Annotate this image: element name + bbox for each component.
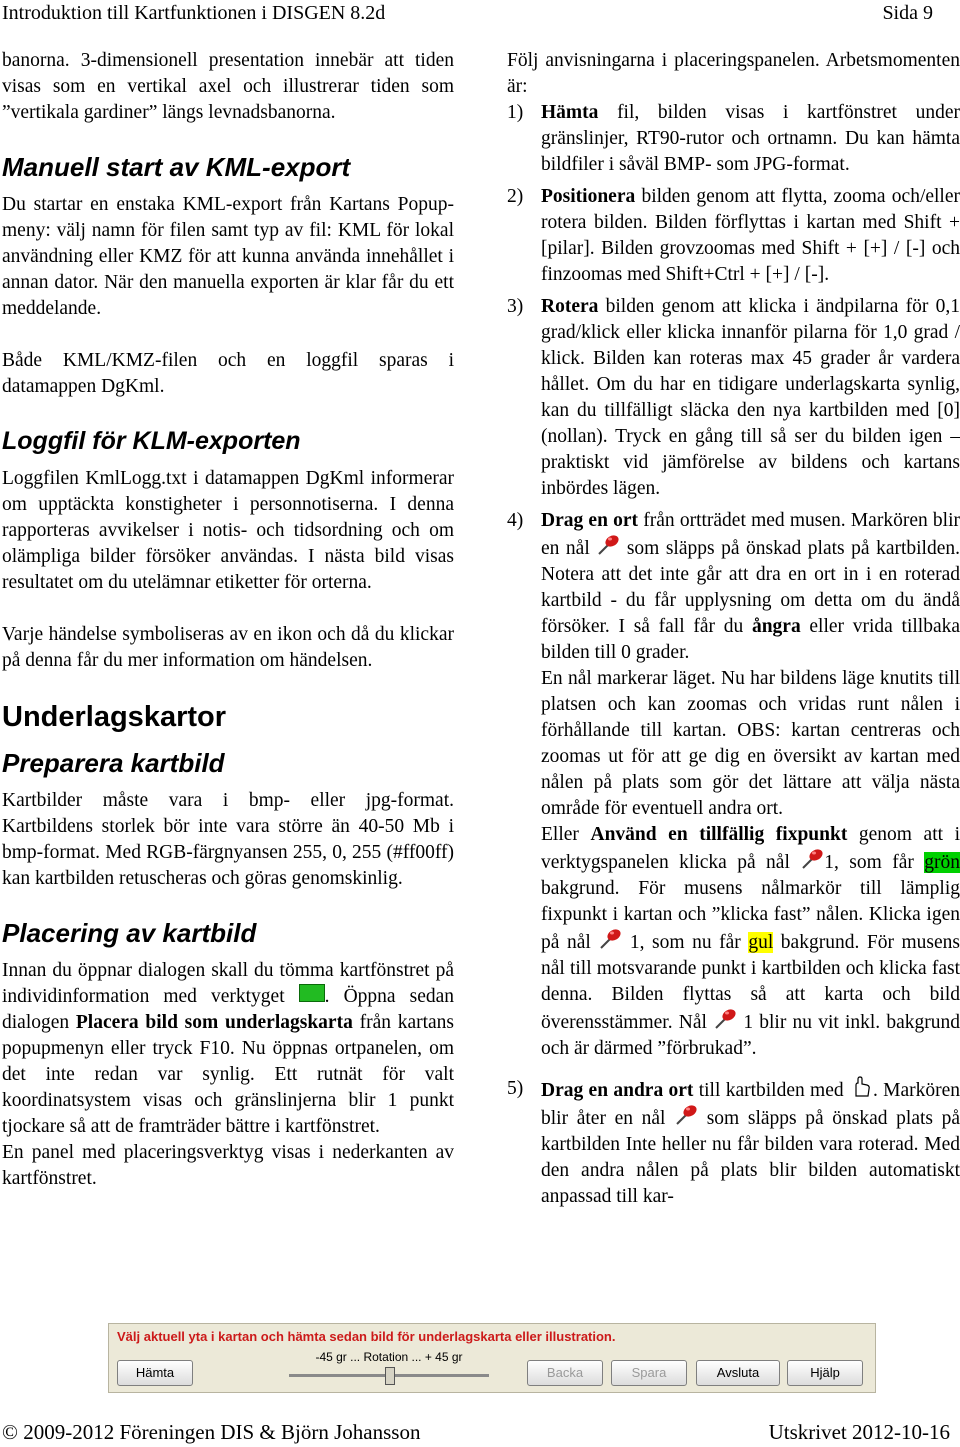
step-4: 4) Drag en ort från ortträdet med musen. Markören blir en nål som släpps på önskad plats på kartbilden. Notera att det inte går att dra en ort in i en roterad kartbild - du får upplysning om detta om du ändå försöker. I så fall får du ångra eller vrida tillbaka bilden till 0 grader. En nål markerar läget. Nu har bildens läge knutits till platsen och kan zoomas och vridas runt nålen i förhållande till kartan. OBS: kartan centreras och zoomas ut för att ge dig en översikt av kartan med nålen på plats som gör det lättare att välja nästa område för eventuell andra ort. Eller Använd en tillfällig fixpunkt genom att i verktygspanelen klicka på nål 1, som får grön bakgrund. För musens nålmarkör till lämplig fixpunkt i kartan och ”klicka fast” nålen. Klicka igen på nål 1, som nu får gul bakgrund. För musens nål till motsvarande punkt i kartbilden och klicka fast denna. Bilden flyttas så att karta och bild överensstämmer. Nål 1 blir nu vit inkl. bakgrund och är därmed ”förbrukad”. <box>507 508 960 1062</box>
fetch-button[interactable]: Hämta <box>117 1360 193 1386</box>
document-title: Introduktion till Kartfunktionen i DISGEN 8.2d <box>2 2 386 24</box>
pin-icon <box>800 848 824 870</box>
hand-cursor-icon <box>849 1076 873 1098</box>
save-button[interactable]: Spara <box>611 1360 687 1386</box>
page-header <box>0 0 960 30</box>
page-number: Sida 9 <box>882 2 933 24</box>
help-button[interactable]: Hjälp <box>787 1360 863 1386</box>
step-3: 3) Rotera bilden genom att klicka i ändpilarna för 0,1 grad/klick eller klicka innanför pilarna för 1,0 grad / klick. Bilden kan roteras max 45 grader år vardera hållet. Om du har en tidigare underlagskarta synlig, kan du tillfälligt släcka den nya kartbilden med [0] (nollan). Tryck en gång till så ser du bilden igen – praktiskt vid jämförelse av bildens och kartans inbördes lägen. <box>507 296 960 499</box>
steps-list <box>507 100 960 1210</box>
panel-instruction: Välj aktuell yta i kartan och hämta sedan bild för underlagskarta eller illustration. <box>117 1329 616 1344</box>
pin-icon <box>713 1008 737 1030</box>
step-5: 5) Drag en andra ort till kartbilden med . Markören blir åter en nål som släpps på önskad plats på kartbilden Inte heller nu får bilden vara roterad. Med den andra nålen på plats blir bilden automatiskt anpassad till kar- <box>507 1078 960 1207</box>
copyright: © 2009-2012 Föreningen DIS & Björn Johansson <box>2 1420 421 1444</box>
rotation-thumb[interactable] <box>385 1367 395 1385</box>
heading-placement: Placering av kartbild <box>2 918 257 948</box>
both-files-paragraph: Både KML/KMZ-filen och en loggfil sparas i datamappen DgKml. <box>2 350 454 397</box>
finish-button[interactable]: Avsluta <box>696 1360 780 1386</box>
step-4-paragraph-3: Eller Använd en tillfällig fixpunkt genom att i verktygspanelen klicka på nål 1, som får grön bakgrund. För musens nålmarkör till lämplig fixpunkt i kartan och ”klicka fast” nålen. Klicka igen på nål 1, som nu får gul bakgrund. För musens nål till motsvarande punkt i kartbilden och klicka fast denna. Bilden flyttas så att karta och bild överensstämmer. Nål 1 blir nu vit inkl. bakgrund och är därmed ”förbrukad”. <box>541 824 960 1059</box>
page-footer <box>0 1420 960 1447</box>
event-paragraph: Varje händelse symboliseras av en ikon och då du klickar på denna får du mer information om händelsen. <box>2 624 454 671</box>
steps-intro: Följ anvisningarna i placeringspanelen. Arbetsmomenten är: <box>507 50 960 97</box>
pin-icon <box>674 1104 698 1126</box>
pin-icon <box>598 928 622 950</box>
green-tool-icon <box>299 984 325 1002</box>
step-2: 2) Positionera bilden genom att flytta, zooma och/eller rotera bilden. Bilden förflyttas i kartan med Shift + [pilar]. Bilden grovzoomas med Shift + [+] / [-] och finzoomas med Shift+Ctrl + [+] / [-]. <box>507 186 960 285</box>
prepare-map-paragraph: Kartbilder måste vara i bmp- eller jpg-format. Kartbildens storlek bör inte vara större än 40-50 Mb i bmp-format. Med RGB-färgnyansen 255, 0, 255 (#ff00ff) kan kartbilden retuscheras och göras genomskinlig. <box>2 790 454 889</box>
heading-base-maps: Underlagskartor <box>2 701 227 733</box>
heading-log-file: Loggfil för KLM-exporten <box>2 427 301 455</box>
heading-manual-export: Manuell start av KML-export <box>2 152 351 182</box>
right-column <box>507 48 960 1216</box>
heading-prepare-map: Preparera kartbild <box>2 748 225 778</box>
placement-paragraph: Innan du öppnar dialogen skall du tömma kartfönstret på individinformation med verktyget . Öppna sedan dialogen Placera bild som underlagskarta från kartans popupmenyn eller tryck F10. Nu öppnas ortpanelen, om det inte redan var synlig. Ett rutnät för valt koordinatsystem visas och gränslinjerna blir 1 punkt tjockare så att de framträder bättre i kartfönstret. <box>2 960 455 1137</box>
pin-icon <box>596 534 620 556</box>
step-4-paragraph-2: En nål markerar läget. Nu har bildens läge knutits till platsen och kan zoomas och vridas runt nålen i förhållande till kartan. OBS: kartan centreras och zoomas ut för att ge dig en översikt av kartan med nålen på plats som gör det lättare att välja nästa område för eventuell andra ort. <box>541 668 960 819</box>
green-highlight: grön <box>924 852 960 873</box>
back-button[interactable]: Backa <box>527 1360 603 1386</box>
panel-paragraph: En panel med placeringsverktyg visas i nederkanten av kartfönstret. <box>2 1142 454 1189</box>
log-file-paragraph: Loggfilen KmlLogg.txt i datamappen DgKml informerar om upptäckta konstigheter i personnotiserna. I denna rapporteras avvikelser i notis- och tidsordning och om olämpliga bilder försöker användas. I nästa bild visas resultatet om du utelämnar etiketter för orterna. <box>2 468 454 593</box>
left-column <box>2 48 454 1218</box>
yellow-highlight: gul <box>748 932 774 953</box>
print-date: Utskrivet 2012-10-16 <box>768 1420 950 1444</box>
rotation-label: -45 gr ... Rotation ... + 45 gr <box>315 1350 463 1364</box>
manual-export-paragraph: Du startar en enstaka KML-export från Kartans Popup-meny: välj namn för filen samt typ av fil: KML för lokal användning eller KMZ för att kunna använda innehållet i annan dator. När den manuella exporten är klar får du ett meddelande. <box>2 194 454 319</box>
intro-paragraph: banorna. 3-dimensionell presentation innebär att tiden visas som en vertikal axel och illustrerar tiden som ”vertikala gardiner” längs levnadsbanorna. <box>2 50 454 123</box>
placement-panel <box>108 1323 876 1393</box>
step-1: 1) Hämta fil, bilden visas i kartfönstret under gränslinjer, RT90-rutor och ortnamn. Du kan hämta bildfiler i såväl BMP- som JPG-format. <box>507 102 960 175</box>
